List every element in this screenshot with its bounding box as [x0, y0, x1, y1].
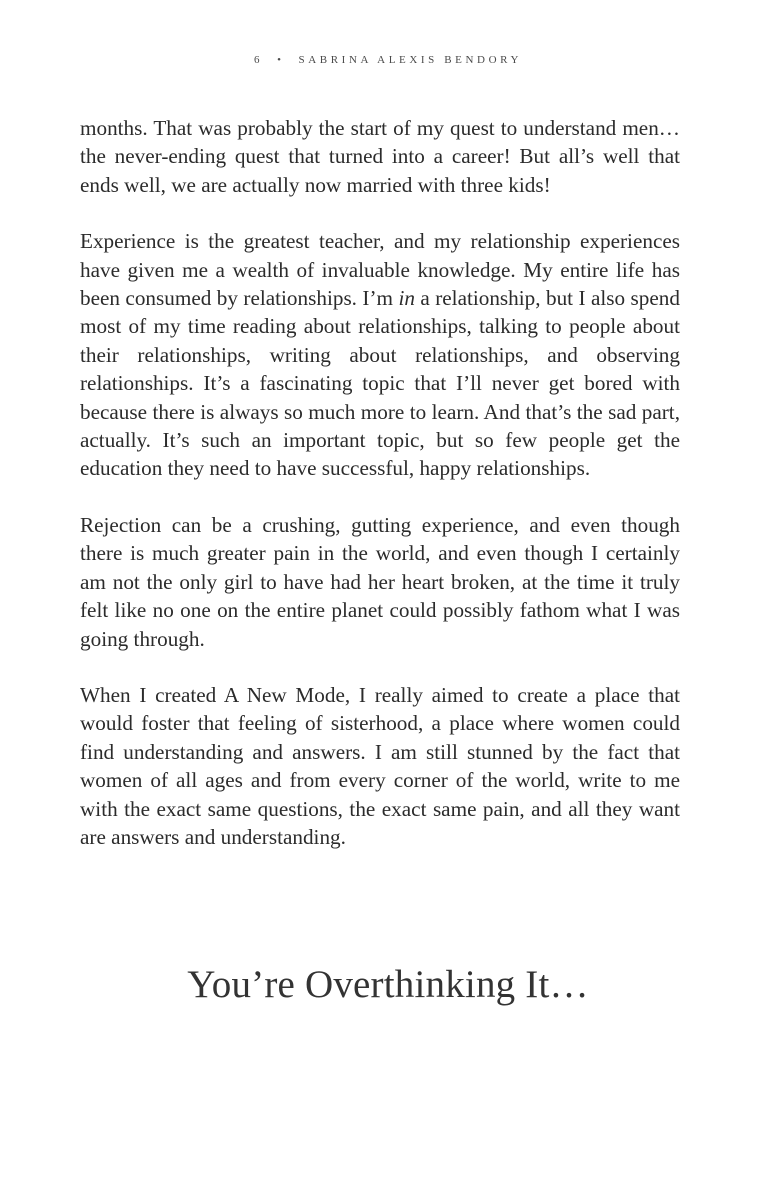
chapter-title: You’re Overthinking It… — [187, 963, 589, 1006]
paragraph-3: Rejection can be a crushing, gutting experience, and even though there is much greater pain in the world, and even though I certainly am not the only girl to have had her heart broken, at the time it truly felt like no one on the entire planet could possibly fathom what I was going through. — [80, 512, 680, 651]
body-text — [80, 114, 680, 879]
paragraph-2-part-1: Experience is the greatest teacher, and my relationship experiences have given me a wealth of invaluable knowledge. My entire life has been consumed by relationships. I’m — [80, 229, 680, 311]
page-number: 6 — [253, 54, 264, 66]
paragraph-4: When I created A New Mode, I really aimed to create a place that would foster that feeling of sisterhood, a place where women could find understanding and answers. I am still stunned by the fact that women of all ages and from every corner of the world, write to me with the exact same questions, the exact same pain, and all they want are answers and understanding. — [80, 682, 680, 849]
author-name: SABRINA ALEXIS BENDORY — [298, 54, 522, 66]
running-header — [0, 54, 776, 66]
paragraph-2-part-2: a relationship, but I also spend most of my time reading about relationships, talking to people about their relationships, writing about relationships, and observing relationships. It’s a fascinating topic that I’ll never get bored with because there is always so much more to learn. And that’s the sad part, actually. It’s such an important topic, but so few people get the education they need to have successful, happy relationships. — [80, 286, 680, 481]
header-separator: • — [277, 54, 285, 66]
paragraph-1: months. That was probably the start of my quest to understand men…the never-ending quest that turned into a career! But all’s well that ends well, we are actually now married with three kids! — [80, 116, 680, 197]
paragraph-2-emphasis: in — [398, 286, 415, 311]
paragraph-2 — [80, 227, 680, 483]
